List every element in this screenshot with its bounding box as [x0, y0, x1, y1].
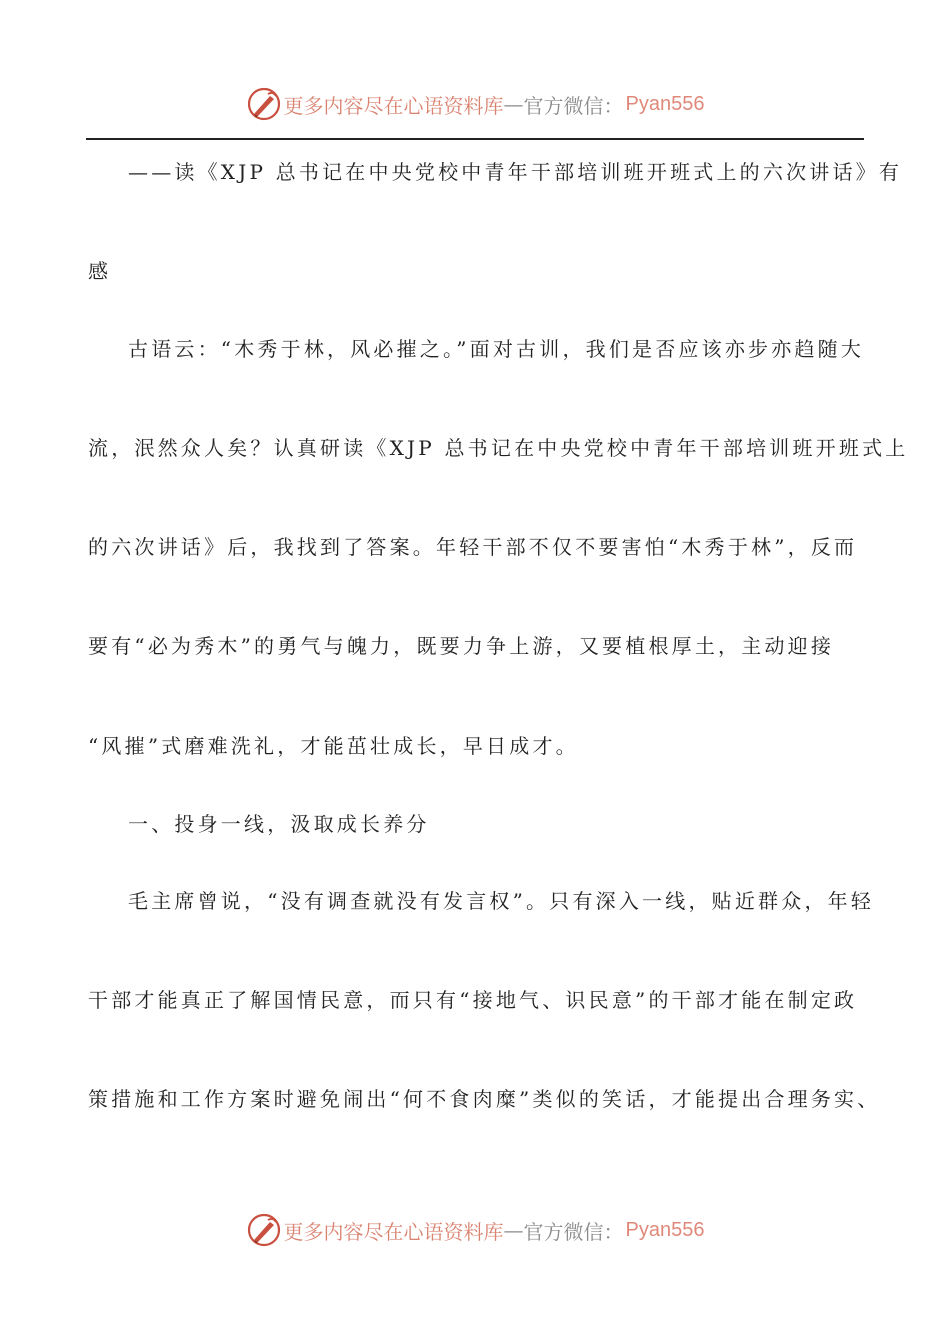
paragraph-line: “风摧”式磨难洗礼，才能茁壮成长，早日成才。 — [88, 734, 579, 758]
site-name: 更多内容尽在心语资料库 — [283, 1219, 504, 1244]
banner-separator: — — [503, 92, 524, 116]
subtitle-line-1: ——读《XJP 总书记在中央党校中青年干部培训班开班式上的六次讲话》有 — [128, 160, 903, 184]
section-heading: 一、投身一线，汲取成长养分 — [128, 812, 430, 836]
wechat-id: Pyan556 — [625, 1218, 705, 1241]
paragraph-line: 要有“必为秀木”的勇气与魄力，既要力争上游，又要植根厚土，主动迎接 — [88, 634, 835, 658]
paragraph-line: 干部才能真正了解国情民意，而只有“接地气、识民意”的干部才能在制定政 — [88, 988, 858, 1012]
subtitle-line-2: 感 — [88, 259, 112, 283]
wechat-label: 官方微信： — [523, 93, 624, 118]
paragraph-line: 的六次讲话》后，我找到了答案。年轻干部不仅不要害怕“木秀于林”，反而 — [88, 535, 858, 559]
site-name: 更多内容尽在心语资料库 — [283, 93, 504, 118]
paragraph-line: 策措施和工作方案时避免闹出“何不食肉糜”类似的笑话，才能提出合理务实、 — [88, 1087, 881, 1111]
header-banner — [0, 84, 950, 124]
wechat-id: Pyan556 — [625, 92, 705, 115]
header-rule — [86, 138, 864, 140]
wechat-label: 官方微信： — [523, 1219, 624, 1244]
paragraph-line: 毛主席曾说，“没有调查就没有发言权”。只有深入一线，贴近群众，年轻 — [128, 889, 875, 913]
paragraph-line: 流，泯然众人矣？认真研读《XJP 总书记在中央党校中青年干部培训班开班式上 — [88, 436, 909, 460]
pen-logo-icon — [246, 1212, 282, 1248]
footer-banner — [0, 1210, 950, 1250]
pen-logo-icon — [246, 86, 282, 122]
paragraph-line: 古语云：“木秀于林，风必摧之。”面对古训，我们是否应该亦步亦趋随大 — [128, 337, 865, 361]
banner-separator: — — [503, 1218, 524, 1242]
